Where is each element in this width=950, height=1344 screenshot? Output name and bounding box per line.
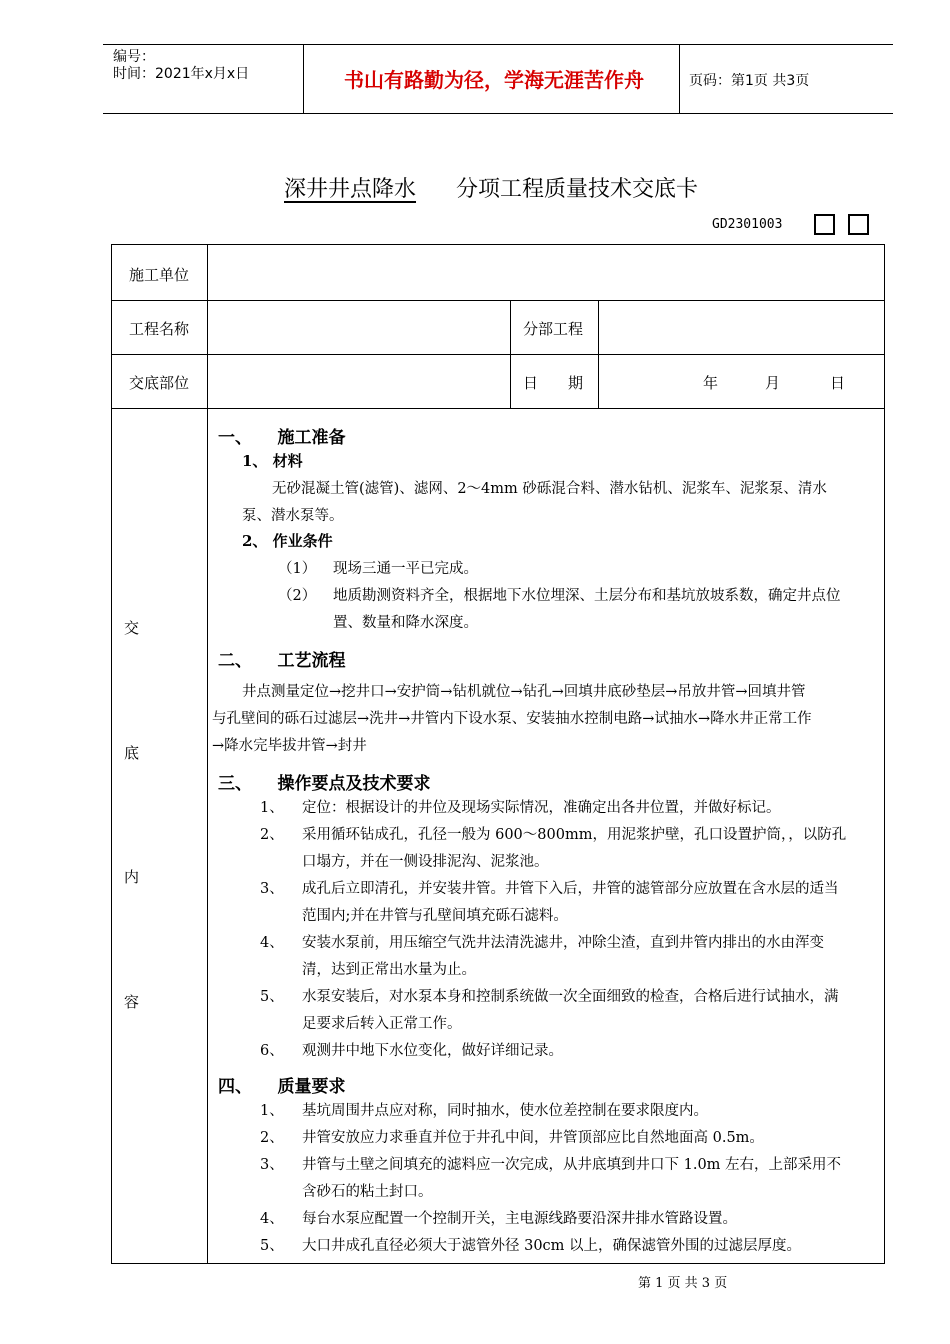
paragraph-line: 泵、潜水泵等。: [242, 508, 344, 524]
paragraph-line: 井点测量定位→挖井口→安护筒→钻机就位→钻孔→回填井底砂垫层→吊放井管→回填井管: [242, 684, 806, 700]
item-number: 3、: [260, 1157, 284, 1173]
checkbox[interactable]: [814, 214, 835, 235]
item-number: 4、: [260, 935, 284, 951]
item-number: 5、: [260, 1238, 284, 1254]
item-text: 成孔后立即清孔，并安装井管。井管下入后，井管的滤管部分应放置在含水层的适当: [302, 881, 839, 897]
item-text: 基坑周围井点应对称，同时抽水，使水位差控制在要求限度内。: [302, 1103, 708, 1119]
title-suffix: 分项工程质量技术交底卡: [456, 177, 699, 202]
subsection-title: 1、 材料: [242, 452, 303, 470]
sub-project-label: 分部工程: [523, 320, 584, 338]
item-text: 井管安放应力求垂直并位于井孔中间，井管顶部应比自然地面高 0.5m。: [302, 1130, 764, 1146]
item-text: 采用循环钻成孔，孔径一般为 600～800mm，用泥浆护壁，孔口设置护筒，，以防孔: [302, 827, 847, 843]
header-divider: [679, 45, 680, 113]
item-number: 1、: [260, 1103, 284, 1119]
item-number: 1、: [260, 800, 284, 816]
section-title: 二、 工艺流程: [218, 651, 346, 671]
row-divider: [112, 300, 884, 301]
date-month: 月: [765, 374, 781, 392]
handover-form: [111, 244, 885, 1264]
row-divider: [112, 408, 884, 409]
item-number: （2）: [278, 588, 317, 604]
item-text: 井管与土壁之间填充的滤料应一次完成，从井底填到井口下 1.0m 左右，上部采用不: [302, 1157, 842, 1173]
number-label: 编号：: [113, 49, 155, 65]
item-text: 地质勘测资料齐全，根据地下水位埋深、土层分布和基坑放坡系数，确定井点位: [333, 588, 841, 604]
item-number: （1）: [278, 561, 317, 577]
side-label-char: 容: [124, 993, 140, 1011]
column-divider: [598, 300, 599, 408]
side-label-char: 交: [124, 619, 140, 637]
column-divider: [510, 300, 511, 408]
section-title: 三、 操作要点及技术要求: [218, 774, 431, 794]
paragraph-line: →降水完毕拔井管→封井: [212, 738, 367, 754]
date-year: 年: [703, 374, 719, 392]
subsection-title: 2、 作业条件: [242, 532, 333, 550]
item-text: 清，达到正常出水量为止。: [302, 962, 476, 978]
document-code: GD2301003: [712, 217, 783, 232]
page-header: [103, 44, 893, 114]
time-label: 时间：2021年x月x日: [113, 66, 250, 82]
item-text: 口塌方，并在一侧设排泥沟、泥浆池。: [302, 854, 549, 870]
page-title: [244, 172, 698, 203]
item-text: 安装水泵前，用压缩空气洗井法清洗滤井，冲除尘渣，直到井管内排出的水由浑变: [302, 935, 824, 951]
item-number: 6、: [260, 1043, 284, 1059]
date-day: 日: [830, 374, 846, 392]
item-text: 水泵安装后，对水泵本身和控制系统做一次全面细致的检查，合格后进行试抽水，满: [302, 989, 839, 1005]
item-text: 足要求后转入正常工作。: [302, 1016, 462, 1032]
checkbox[interactable]: [848, 214, 869, 235]
side-label-char: 底: [124, 744, 140, 762]
header-motto: 书山有路勤为径，学海无涯苦作舟: [344, 68, 644, 92]
handover-part-label: 交底部位: [129, 374, 190, 392]
item-text: 范围内;并在井管与孔壁间填充砾石滤料。: [302, 908, 568, 924]
section-title: 四、 质量要求: [218, 1077, 346, 1097]
title-project-underlined: [244, 172, 456, 203]
item-number: 3、: [260, 881, 284, 897]
item-text: 定位：根据设计的井位及现场实际情况，准确定出各井位置，并做好标记。: [302, 800, 781, 816]
title-project: 深井井点降水: [284, 177, 417, 202]
page-footer: 第 1 页 共 3 页: [638, 1276, 728, 1291]
row-divider: [112, 354, 884, 355]
date-label: 日 期: [523, 374, 584, 392]
item-text: 置、数量和降水深度。: [333, 615, 478, 631]
item-text: 每台水泵应配置一个控制开关，主电源线路要沿深井排水管路设置。: [302, 1211, 737, 1227]
item-number: 2、: [260, 827, 284, 843]
item-text: 含砂石的粘土封口。: [302, 1184, 433, 1200]
header-divider: [303, 45, 304, 113]
column-divider: [207, 245, 208, 1263]
section-title: 一、 施工准备: [218, 428, 346, 448]
item-number: 5、: [260, 989, 284, 1005]
item-number: 2、: [260, 1130, 284, 1146]
side-label-char: 内: [124, 868, 140, 886]
item-number: 4、: [260, 1211, 284, 1227]
item-text: 大口井成孔直径必须大于滤管外径 30cm 以上，确保滤管外围的过滤层厚度。: [302, 1238, 802, 1254]
project-name-label: 工程名称: [129, 320, 190, 338]
construction-unit-label: 施工单位: [129, 266, 190, 284]
item-text: 观测井中地下水位变化，做好详细记录。: [302, 1043, 563, 1059]
paragraph-line: 无砂混凝土管(滤管)、滤网、2～4mm 砂砾混合料、潜水钻机、泥浆车、泥浆泵、清水: [272, 481, 827, 497]
header-meta: [113, 49, 249, 83]
page-indicator: 页码：第1页 共3页: [689, 73, 810, 89]
item-text: 现场三通一平已完成。: [333, 561, 478, 577]
paragraph-line: 与孔壁间的砾石过滤层→洗井→井管内下设水泵、安装抽水控制电路→试抽水→降水井正常工作: [212, 711, 812, 727]
